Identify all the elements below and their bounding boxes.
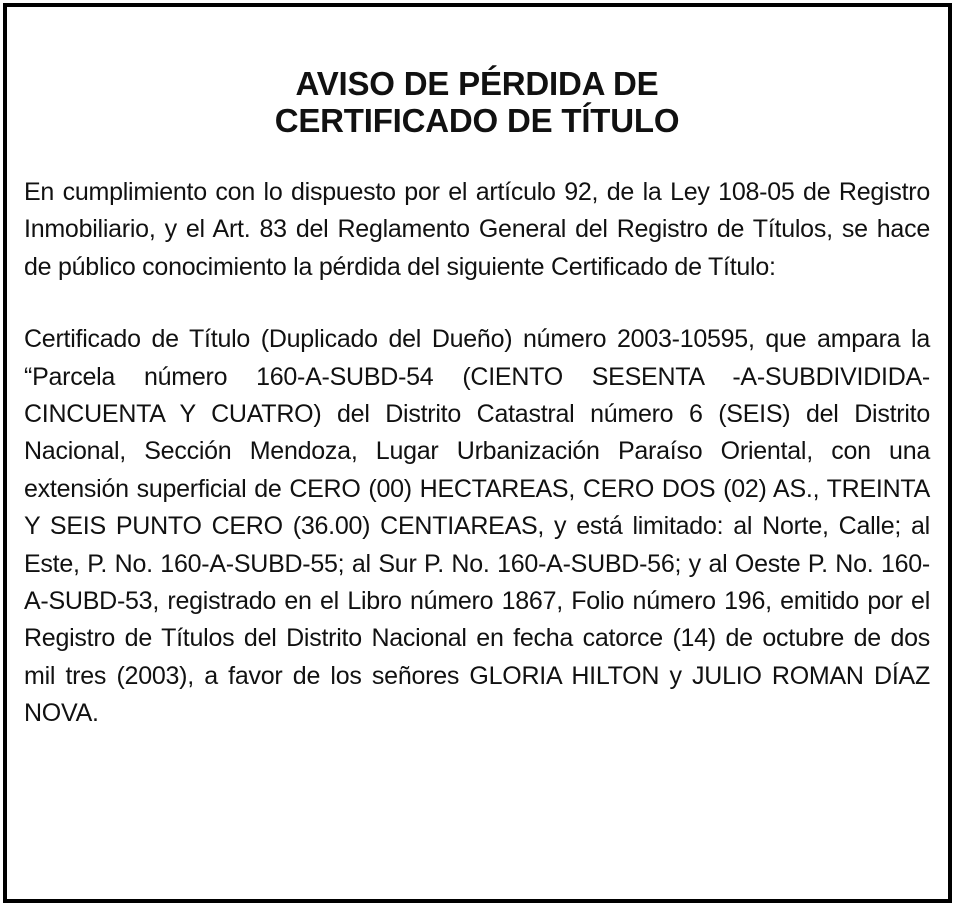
notice-title-line-2: CERTIFICADO DE TÍTULO	[274, 102, 680, 139]
notice-certificate-paragraph: Certificado de Título (Duplicado del Dueño) número 2003-10595, que ampara la “Parcela número 160-A-SUBD-54 (CIENTO SESENTA -A-SUBDIVIDIDA-CINCUENTA Y CUATRO) del Distrito Catastral número 6 (SEIS) del Distrito Nacional, Sección Mendoza, Lugar Urbanización Paraíso Oriental, con una extensión superficial de CERO (00) HECTAREAS, CERO DOS (02) AS., TREINTA Y SEIS PUNTO CERO (36.00) CENTIAREAS, y está limitado: al Norte, Calle; al Este, P. No. 160-A-SUBD-55; al Sur P. No. 160-A-SUBD-56; y al Oeste P. No. 160-A-SUBD-53, registrado en el Libro número 1867, Folio número 196, emitido por el Registro de Títulos del Distrito Nacional en fecha catorce (14) de octubre de dos mil tres (2003), a favor de los señores GLORIA HILTON y JULIO ROMAN DÍAZ NOVA.	[24, 325, 930, 728]
notice-intro-paragraph: En cumplimiento con lo dispuesto por el artículo 92, de la Ley 108-05 de Registro Inmobiliario, y el Art. 83 del Reglamento General del Registro de Títulos, se hace de público conocimiento la pérdida del siguiente Certificado de Título:	[24, 178, 930, 281]
notice-title-line-1: AVISO DE PÉRDIDA DE	[295, 65, 659, 102]
notice-title	[24, 65, 930, 139]
notice-frame	[3, 3, 952, 903]
notice-content	[24, 7, 930, 733]
